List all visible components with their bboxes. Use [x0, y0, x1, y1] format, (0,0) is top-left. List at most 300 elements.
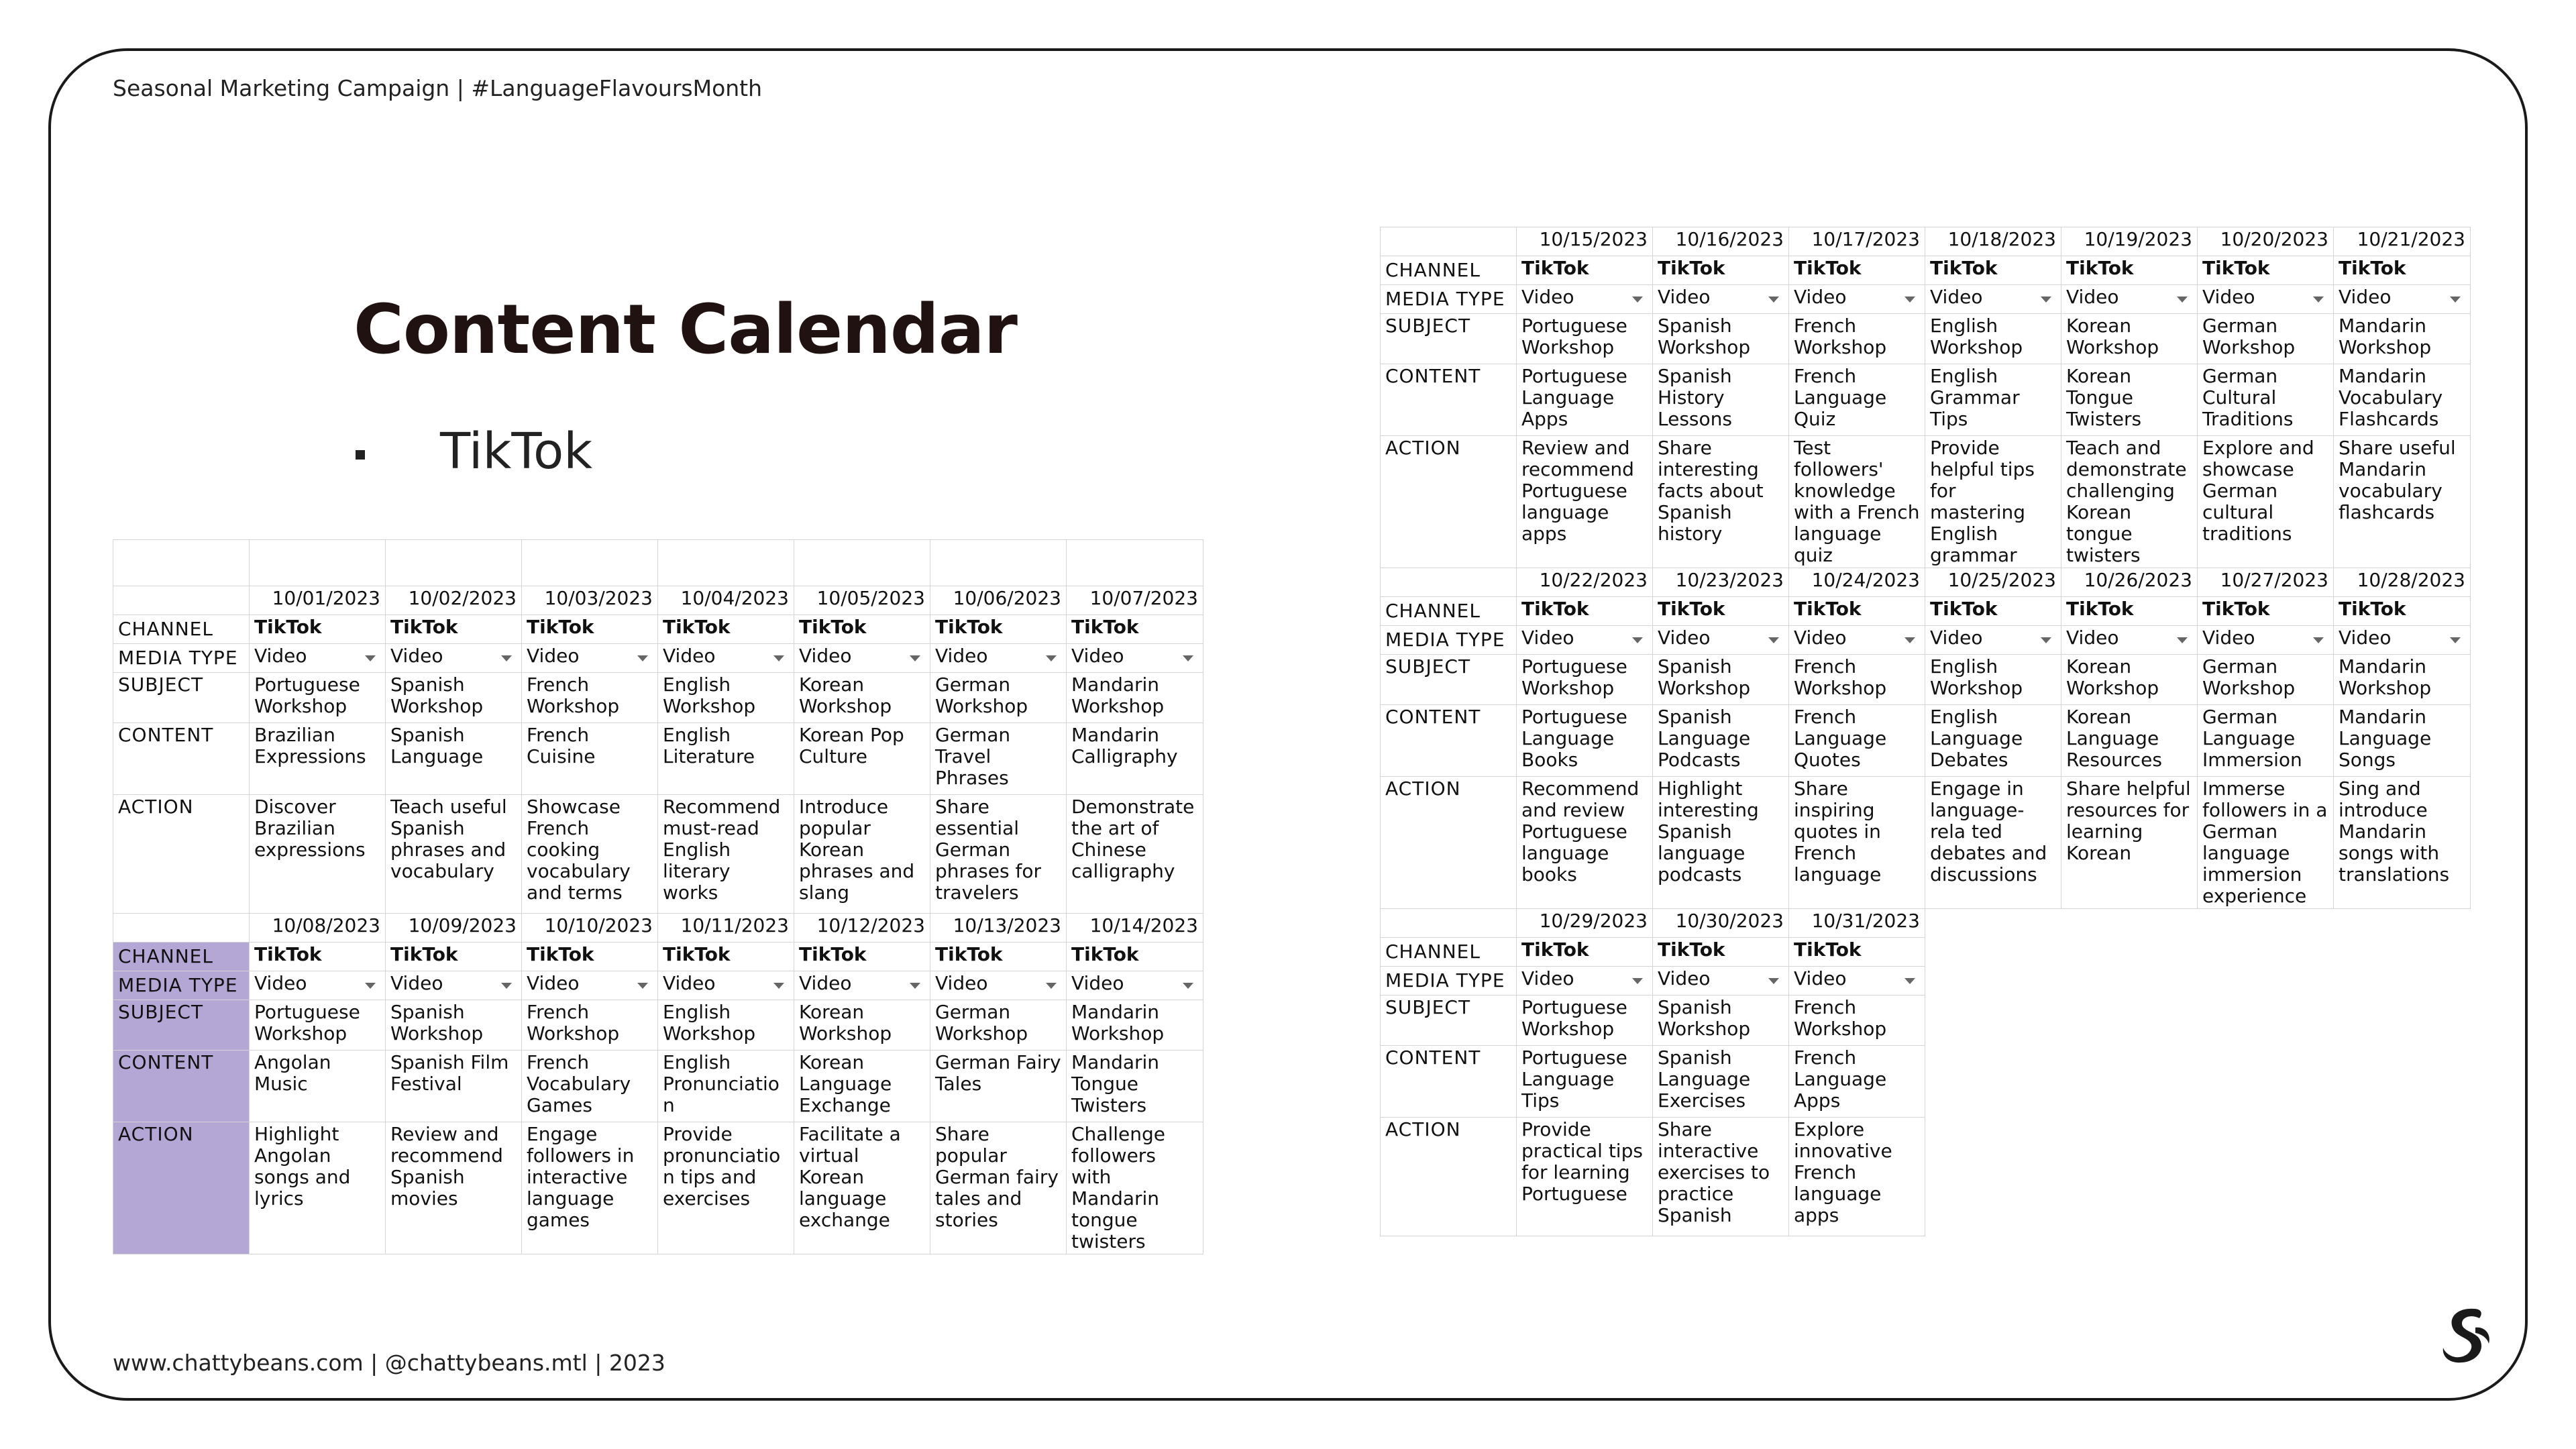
media-type-value: Video: [2066, 627, 2119, 649]
action-cell: Review and recommend Spanish movies: [386, 1122, 522, 1254]
subject-row: [1381, 996, 2471, 1046]
media-type-value: Video: [390, 645, 443, 667]
subject-cell: Korean Workshop: [2061, 314, 2198, 364]
media-type-value: Video: [1658, 967, 1711, 989]
media-type-dropdown[interactable]: [1517, 285, 1653, 314]
day-header: WEDNESDAY: [658, 540, 794, 586]
dropdown-arrow-icon: [910, 983, 920, 989]
channel-cell: TikTok: [930, 943, 1067, 971]
action-cell: Recommend must-read English literary works: [658, 795, 794, 914]
content-row: [1381, 1046, 2471, 1118]
channel-cell: TikTok: [1653, 597, 1789, 626]
media-type-value: Video: [799, 645, 852, 667]
action-cell: Provide practical tips for learning Portuguese: [1517, 1118, 1653, 1236]
subject-cell: German Workshop: [2198, 314, 2334, 364]
calendar-table-weeks-3-5: [1380, 227, 2471, 1236]
subject-cell: French Workshop: [522, 673, 658, 723]
action-label: ACTION: [1381, 1118, 1517, 1236]
media-type-row: [113, 971, 1203, 1000]
dropdown-arrow-icon: [1183, 655, 1193, 661]
dropdown-arrow-icon: [773, 655, 784, 661]
action-cell: Provide helpful tips for mastering English grammar: [1925, 436, 2061, 568]
date-cell: 10/29/2023: [1517, 909, 1653, 938]
subject-cell: Korean Workshop: [2061, 655, 2198, 705]
action-row: [113, 795, 1203, 914]
week-block: [1381, 909, 2471, 1236]
page-title: Content Calendar: [354, 290, 1017, 370]
date-cell: 10/22/2023: [1517, 568, 1653, 597]
dropdown-arrow-icon: [2313, 637, 2324, 643]
media-type-dropdown[interactable]: [386, 644, 522, 673]
bullet-icon: [356, 450, 365, 460]
channel-cell: TikTok: [1653, 938, 1789, 967]
media-type-value: Video: [527, 972, 580, 994]
date-cell: 10/31/2023: [1789, 909, 1925, 938]
week-header-row: [1381, 909, 2471, 938]
media-type-value: Video: [935, 645, 988, 667]
media-type-value: Video: [1521, 627, 1574, 649]
action-cell: Discover Brazilian expressions: [250, 795, 386, 914]
media-type-value: Video: [390, 972, 443, 994]
content-cell: English Literature: [658, 723, 794, 795]
week-header-row: [113, 914, 1203, 943]
date-cell: 10/25/2023: [1925, 568, 2061, 597]
media-type-dropdown[interactable]: [250, 971, 386, 1000]
dropdown-arrow-icon: [773, 983, 784, 989]
content-row: [113, 1051, 1203, 1122]
channel-label: CHANNEL: [113, 943, 250, 971]
week-label: WEEK 1: [113, 586, 250, 615]
action-cell: Engage in language-rela ted debates and discussions: [1925, 777, 2061, 909]
media-type-value: Video: [1794, 627, 1847, 649]
channel-cell: TikTok: [1925, 597, 2061, 626]
subject-cell: Mandarin Workshop: [2334, 314, 2471, 364]
channel-cell: TikTok: [1517, 597, 1653, 626]
week-block: [113, 586, 1203, 914]
channel-cell: TikTok: [1517, 938, 1653, 967]
subject-cell: Mandarin Workshop: [1067, 1000, 1203, 1051]
channel-cell: TikTok: [930, 615, 1067, 644]
date-cell: 10/18/2023: [1925, 227, 2061, 256]
dropdown-arrow-icon: [2450, 637, 2461, 643]
media-type-dropdown[interactable]: [930, 644, 1067, 673]
dropdown-arrow-icon: [910, 655, 920, 661]
media-type-label: MEDIA TYPE: [113, 971, 250, 1000]
subject-label: SUBJECT: [1381, 655, 1517, 705]
media-type-label: MEDIA TYPE: [1381, 626, 1517, 655]
subject-cell: Spanish Workshop: [386, 1000, 522, 1051]
action-label: ACTION: [113, 795, 250, 914]
subject-cell: Portuguese Workshop: [1517, 655, 1653, 705]
dropdown-arrow-icon: [1046, 655, 1057, 661]
media-type-dropdown[interactable]: [2198, 626, 2334, 655]
media-type-value: Video: [1071, 645, 1124, 667]
week-header-row: [1381, 568, 2471, 597]
date-cell: 10/07/2023: [1067, 586, 1203, 615]
content-cell: Mandarin Tongue Twisters: [1067, 1051, 1203, 1122]
dropdown-arrow-icon: [1632, 978, 1643, 984]
subject-cell: English Workshop: [1925, 314, 2061, 364]
dropdown-arrow-icon: [1632, 637, 1643, 643]
channel-cell: TikTok: [2061, 256, 2198, 285]
subject-cell: Portuguese Workshop: [250, 1000, 386, 1051]
channel-cell: TikTok: [2061, 597, 2198, 626]
media-type-dropdown[interactable]: [794, 644, 930, 673]
dropdown-arrow-icon: [365, 655, 376, 661]
media-type-value: Video: [1794, 286, 1847, 308]
dropdown-arrow-icon: [2313, 297, 2324, 303]
date-cell: 10/20/2023: [2198, 227, 2334, 256]
date-cell: 10/28/2023: [2334, 568, 2471, 597]
subject-cell: German Workshop: [930, 673, 1067, 723]
channel-cell: TikTok: [658, 943, 794, 971]
media-type-dropdown[interactable]: [2334, 285, 2471, 314]
action-cell: Teach and demonstrate challenging Korean tongue twisters: [2061, 436, 2198, 568]
week-label: WEEK 4: [1381, 568, 1517, 597]
subject-cell: Spanish Workshop: [1653, 314, 1789, 364]
content-cell: German Cultural Traditions: [2198, 364, 2334, 436]
action-cell: Showcase French cooking vocabulary and terms: [522, 795, 658, 914]
content-cell: Spanish Language Podcasts: [1653, 705, 1789, 777]
week-block: [113, 914, 1203, 1254]
date-cell: 10/08/2023: [250, 914, 386, 943]
content-row: [1381, 364, 2471, 436]
subject-cell: Portuguese Workshop: [250, 673, 386, 723]
action-row: [113, 1122, 1203, 1254]
channel-cell: TikTok: [1789, 256, 1925, 285]
content-label: CONTENT: [113, 1051, 250, 1122]
content-cell: Portuguese Language Apps: [1517, 364, 1653, 436]
channel-cell: TikTok: [794, 615, 930, 644]
media-type-dropdown[interactable]: [658, 644, 794, 673]
action-cell: Facilitate a virtual Korean language exchange: [794, 1122, 930, 1254]
dropdown-arrow-icon: [2450, 297, 2461, 303]
channel-cell: TikTok: [1789, 597, 1925, 626]
date-cell: 10/09/2023: [386, 914, 522, 943]
content-cell: Spanish Film Festival: [386, 1051, 522, 1122]
action-row: [1381, 777, 2471, 909]
action-cell: Teach useful Spanish phrases and vocabulary: [386, 795, 522, 914]
action-cell: Share interactive exercises to practice Spanish: [1653, 1118, 1789, 1236]
media-type-dropdown[interactable]: [386, 971, 522, 1000]
date-cell: 10/05/2023: [794, 586, 930, 615]
content-cell: Spanish Language: [386, 723, 522, 795]
date-cell: 10/03/2023: [522, 586, 658, 615]
action-cell: Sing and introduce Mandarin songs with translations: [2334, 777, 2471, 909]
content-cell: Brazilian Expressions: [250, 723, 386, 795]
subject-label: SUBJECT: [1381, 996, 1517, 1046]
channel-row: [1381, 597, 2471, 626]
media-type-dropdown[interactable]: [522, 644, 658, 673]
action-cell: Recommend and review Portuguese language books: [1517, 777, 1653, 909]
subject-cell: Mandarin Workshop: [1067, 673, 1203, 723]
subject-cell: German Workshop: [930, 1000, 1067, 1051]
media-type-dropdown[interactable]: [1789, 285, 1925, 314]
subject-cell: Portuguese Workshop: [1517, 996, 1653, 1046]
channel-cell: TikTok: [658, 615, 794, 644]
dropdown-arrow-icon: [1904, 637, 1915, 643]
media-type-dropdown[interactable]: [2061, 626, 2198, 655]
channel-cell: TikTok: [1067, 943, 1203, 971]
channel-label: CHANNEL: [113, 615, 250, 644]
channel-cell: TikTok: [2334, 256, 2471, 285]
content-cell: Portuguese Language Tips: [1517, 1046, 1653, 1118]
calendar-table-weeks-1-2: [113, 539, 1203, 1254]
action-cell: Highlight Angolan songs and lyrics: [250, 1122, 386, 1254]
channel-cell: TikTok: [250, 943, 386, 971]
media-type-value: Video: [1521, 967, 1574, 989]
action-cell: Challenge followers with Mandarin tongue twisters: [1067, 1122, 1203, 1254]
media-type-dropdown[interactable]: [1925, 285, 2061, 314]
content-cell: French Vocabulary Games: [522, 1051, 658, 1122]
media-type-value: Video: [254, 972, 307, 994]
content-cell: English Pronunciation: [658, 1051, 794, 1122]
media-type-row: [113, 644, 1203, 673]
date-cell: 10/16/2023: [1653, 227, 1789, 256]
content-cell: Korean Language Exchange: [794, 1051, 930, 1122]
subject-cell: Korean Workshop: [794, 673, 930, 723]
action-cell: Immerse followers in a German language immersion experience: [2198, 777, 2334, 909]
content-cell: Spanish Language Exercises: [1653, 1046, 1789, 1118]
channel-cell: TikTok: [386, 615, 522, 644]
channel-cell: TikTok: [1517, 256, 1653, 285]
content-cell: French Cuisine: [522, 723, 658, 795]
subject-cell: French Workshop: [1789, 996, 1925, 1046]
date-cell: 10/01/2023: [250, 586, 386, 615]
subject-cell: French Workshop: [1789, 314, 1925, 364]
subject-cell: Spanish Workshop: [1653, 655, 1789, 705]
channel-cell: TikTok: [1653, 256, 1789, 285]
subject-cell: English Workshop: [1925, 655, 2061, 705]
content-cell: German Fairy Tales: [930, 1051, 1067, 1122]
media-type-value: Video: [663, 645, 716, 667]
channel-cell: TikTok: [250, 615, 386, 644]
media-type-dropdown[interactable]: [1067, 971, 1203, 1000]
media-type-value: Video: [1930, 286, 1983, 308]
subject-label: SUBJECT: [113, 673, 250, 723]
dropdown-arrow-icon: [2177, 297, 2188, 303]
media-type-dropdown[interactable]: [1925, 626, 2061, 655]
action-cell: Introduce popular Korean phrases and slang: [794, 795, 930, 914]
media-type-dropdown[interactable]: [1517, 967, 1653, 996]
channel-cell: TikTok: [1789, 938, 1925, 967]
media-type-dropdown[interactable]: [1653, 967, 1789, 996]
media-type-dropdown[interactable]: [250, 644, 386, 673]
channel-cell: TikTok: [1925, 256, 2061, 285]
day-header: FRIDAY: [930, 540, 1067, 586]
action-cell: Test followers' knowledge with a French language quiz: [1789, 436, 1925, 568]
subject-row: [1381, 655, 2471, 705]
dropdown-arrow-icon: [1768, 637, 1779, 643]
dropdown-arrow-icon: [365, 983, 376, 989]
date-cell: 10/17/2023: [1789, 227, 1925, 256]
content-cell: English Language Debates: [1925, 705, 2061, 777]
subject-cell: Spanish Workshop: [1653, 996, 1789, 1046]
action-row: [1381, 436, 2471, 568]
media-type-value: Video: [2202, 627, 2255, 649]
media-type-row: [1381, 285, 2471, 314]
content-label: CONTENT: [1381, 705, 1517, 777]
date-cell: 10/04/2023: [658, 586, 794, 615]
media-type-dropdown[interactable]: [930, 971, 1067, 1000]
dropdown-arrow-icon: [2041, 297, 2051, 303]
media-type-value: Video: [1794, 967, 1847, 989]
subject-cell: French Workshop: [522, 1000, 658, 1051]
media-type-value: Video: [2339, 627, 2392, 649]
subject-cell: Mandarin Workshop: [2334, 655, 2471, 705]
day-header: SATURDAY: [1067, 540, 1203, 586]
dropdown-arrow-icon: [2041, 637, 2051, 643]
subject-cell: Spanish Workshop: [386, 673, 522, 723]
action-label: ACTION: [1381, 436, 1517, 568]
action-cell: Share helpful resources for learning Korean: [2061, 777, 2198, 909]
channel-row: [1381, 256, 2471, 285]
content-cell: Mandarin Language Songs: [2334, 705, 2471, 777]
dropdown-arrow-icon: [1632, 297, 1643, 303]
date-cell: 10/26/2023: [2061, 568, 2198, 597]
channel-cell: TikTok: [522, 615, 658, 644]
media-type-dropdown[interactable]: [522, 971, 658, 1000]
corner-cell: [113, 540, 250, 586]
bullet-label: TikTok: [440, 423, 593, 480]
action-cell: Engage followers in interactive language games: [522, 1122, 658, 1254]
week-block: [1381, 568, 2471, 909]
content-cell: English Grammar Tips: [1925, 364, 2061, 436]
date-cell: 10/12/2023: [794, 914, 930, 943]
action-cell: Provide pronunciation tips and exercises: [658, 1122, 794, 1254]
content-row: [1381, 705, 2471, 777]
channel-cell: TikTok: [2334, 597, 2471, 626]
content-cell: German Language Immersion: [2198, 705, 2334, 777]
media-type-value: Video: [935, 972, 988, 994]
media-type-dropdown[interactable]: [2061, 285, 2198, 314]
dropdown-arrow-icon: [501, 655, 512, 661]
media-type-dropdown[interactable]: [1653, 626, 1789, 655]
media-type-dropdown[interactable]: [1789, 626, 1925, 655]
media-type-label: MEDIA TYPE: [113, 644, 250, 673]
media-type-value: Video: [1071, 972, 1124, 994]
media-type-value: Video: [254, 645, 307, 667]
channel-cell: TikTok: [2198, 256, 2334, 285]
date-cell: 10/15/2023: [1517, 227, 1653, 256]
date-cell: 10/13/2023: [930, 914, 1067, 943]
date-cell: 10/11/2023: [658, 914, 794, 943]
media-type-dropdown[interactable]: [1517, 626, 1653, 655]
day-header: THURSDAY: [794, 540, 930, 586]
media-type-dropdown[interactable]: [1653, 285, 1789, 314]
week-header-row: [1381, 227, 2471, 256]
channel-cell: TikTok: [522, 943, 658, 971]
media-type-value: Video: [527, 645, 580, 667]
media-type-dropdown[interactable]: [2198, 285, 2334, 314]
subject-cell: German Workshop: [2198, 655, 2334, 705]
dropdown-arrow-icon: [1768, 978, 1779, 984]
media-type-value: Video: [1521, 286, 1574, 308]
channel-cell: TikTok: [794, 943, 930, 971]
subject-row: [113, 673, 1203, 723]
content-cell: French Language Quotes: [1789, 705, 1925, 777]
channel-row: [1381, 938, 2471, 967]
dropdown-arrow-icon: [637, 983, 648, 989]
action-cell: Demonstrate the art of Chinese calligraphy: [1067, 795, 1203, 914]
channel-label: CHANNEL: [1381, 597, 1517, 626]
dropdown-arrow-icon: [1183, 983, 1193, 989]
action-cell: Explore innovative French language apps: [1789, 1118, 1925, 1236]
media-type-value: Video: [799, 972, 852, 994]
action-row: [1381, 1118, 2471, 1236]
subject-row: [1381, 314, 2471, 364]
dropdown-arrow-icon: [1046, 983, 1057, 989]
action-label: ACTION: [1381, 777, 1517, 909]
action-cell: Highlight interesting Spanish language podcasts: [1653, 777, 1789, 909]
subject-cell: Portuguese Workshop: [1517, 314, 1653, 364]
subject-row: [113, 1000, 1203, 1051]
action-cell: Share inspiring quotes in French language: [1789, 777, 1925, 909]
content-cell: Spanish History Lessons: [1653, 364, 1789, 436]
content-cell: French Language Quiz: [1789, 364, 1925, 436]
media-type-value: Video: [2339, 286, 2392, 308]
subject-cell: English Workshop: [658, 673, 794, 723]
media-type-value: Video: [663, 972, 716, 994]
subject-cell: English Workshop: [658, 1000, 794, 1051]
action-cell: Share useful Mandarin vocabulary flashcards: [2334, 436, 2471, 568]
media-type-value: Video: [1930, 627, 1983, 649]
chattybeans-logo-icon: [2435, 1305, 2496, 1365]
media-type-value: Video: [1658, 286, 1711, 308]
media-type-value: Video: [2202, 286, 2255, 308]
media-type-dropdown[interactable]: [1067, 644, 1203, 673]
week-label: WEEK 5: [1381, 909, 1517, 938]
channel-cell: TikTok: [1067, 615, 1203, 644]
date-cell: 10/30/2023: [1653, 909, 1789, 938]
action-cell: Share essential German phrases for travelers: [930, 795, 1067, 914]
channel-row: [113, 943, 1203, 971]
media-type-dropdown[interactable]: [658, 971, 794, 1000]
action-cell: Share interesting facts about Spanish history: [1653, 436, 1789, 568]
media-type-dropdown[interactable]: [1789, 967, 1925, 996]
date-cell: 10/10/2023: [522, 914, 658, 943]
action-cell: Explore and showcase German cultural traditions: [2198, 436, 2334, 568]
content-row: [113, 723, 1203, 795]
media-type-dropdown[interactable]: [794, 971, 930, 1000]
week-label: WEEK 2: [113, 914, 250, 943]
header-text: Seasonal Marketing Campaign | #LanguageFlavoursMonth: [113, 75, 763, 101]
media-type-value: Video: [2066, 286, 2119, 308]
date-cell: 10/14/2023: [1067, 914, 1203, 943]
day-header: SUNDAY: [250, 540, 386, 586]
content-cell: Angolan Music: [250, 1051, 386, 1122]
subject-label: SUBJECT: [113, 1000, 250, 1051]
content-label: CONTENT: [1381, 364, 1517, 436]
date-cell: 10/19/2023: [2061, 227, 2198, 256]
subject-cell: Korean Workshop: [794, 1000, 930, 1051]
week-header-row: [113, 586, 1203, 615]
content-cell: Mandarin Calligraphy: [1067, 723, 1203, 795]
date-cell: 10/21/2023: [2334, 227, 2471, 256]
day-header-row: [113, 540, 1203, 586]
channel-label: CHANNEL: [1381, 938, 1517, 967]
dropdown-arrow-icon: [1904, 978, 1915, 984]
day-header: TUESDAY: [522, 540, 658, 586]
media-type-dropdown[interactable]: [2334, 626, 2471, 655]
action-cell: Share popular German fairy tales and stories: [930, 1122, 1067, 1254]
content-label: CONTENT: [1381, 1046, 1517, 1118]
date-cell: 10/06/2023: [930, 586, 1067, 615]
action-label: ACTION: [113, 1122, 250, 1254]
channel-row: [113, 615, 1203, 644]
channel-label: CHANNEL: [1381, 256, 1517, 285]
content-cell: Korean Language Resources: [2061, 705, 2198, 777]
